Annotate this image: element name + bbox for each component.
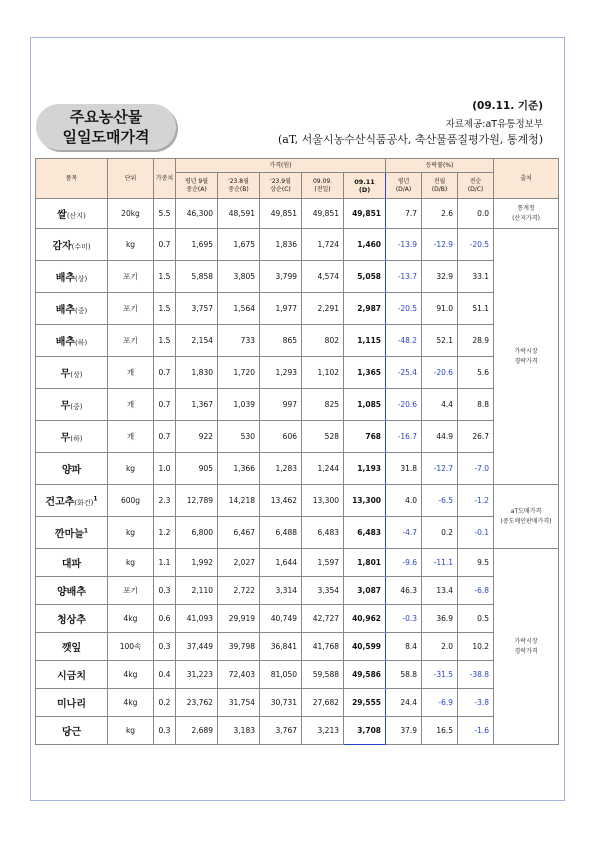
rate-cell: 7.7 (386, 199, 422, 229)
price-cell: 41,093 (176, 605, 218, 633)
weight-cell: 0.7 (154, 229, 176, 261)
header-price-today-l2: (D) (358, 185, 371, 194)
rate-cell: 2.0 (422, 633, 458, 661)
price-cell: 530 (218, 421, 260, 453)
header-price-avg-l1: 평년 9월 (184, 177, 209, 185)
table-row (36, 229, 559, 261)
rate-cell: 9.5 (458, 549, 494, 577)
price-cell: 2,110 (176, 577, 218, 605)
rate-cell: 0.2 (422, 517, 458, 549)
rate-cell: -16.7 (386, 421, 422, 453)
price-cell: 1,724 (302, 229, 344, 261)
price-cell: 49,851 (260, 199, 302, 229)
price-cell: 72,403 (218, 661, 260, 689)
rate-cell: 32.9 (422, 261, 458, 293)
current-price-cell: 5,058 (344, 261, 386, 293)
item-name-main: 시금치 (57, 671, 86, 682)
header-price-prev-day (302, 173, 344, 199)
item-footnote-mark: 1 (83, 527, 89, 535)
price-cell: 1,367 (176, 389, 218, 421)
rate-cell: -0.1 (458, 517, 494, 549)
table-row (36, 293, 559, 325)
current-price-cell: 6,483 (344, 517, 386, 549)
header-source: 출처 (494, 159, 559, 199)
weight-cell: 0.2 (154, 689, 176, 717)
price-cell: 5,858 (176, 261, 218, 293)
source-detail: 경락가격 (514, 647, 538, 655)
price-cell: 905 (176, 453, 218, 485)
price-cell: 3,757 (176, 293, 218, 325)
item-name (36, 357, 108, 389)
weight-cell: 1.5 (154, 325, 176, 357)
unit-cell: 4kg (108, 689, 154, 717)
weight-cell: 1.0 (154, 453, 176, 485)
weight-cell: 0.3 (154, 717, 176, 745)
rate-cell: -20.5 (386, 293, 422, 325)
price-cell: 6,483 (302, 517, 344, 549)
item-grade: (하) (75, 339, 88, 347)
rate-cell: 58.8 (386, 661, 422, 689)
rate-cell: -6.5 (422, 485, 458, 517)
price-cell: 1,102 (302, 357, 344, 389)
price-cell: 1,597 (302, 549, 344, 577)
item-name-main: 무 (60, 401, 71, 412)
price-cell: 23,762 (176, 689, 218, 717)
rate-cell: -13.7 (386, 261, 422, 293)
reference-date: (09.11. 기준) (472, 100, 543, 112)
rate-cell: 4.4 (422, 389, 458, 421)
item-name (36, 325, 108, 357)
current-price-cell: 49,851 (344, 199, 386, 229)
current-price-cell: 1,801 (344, 549, 386, 577)
price-cell: 42,727 (302, 605, 344, 633)
data-provider: 자료제공:aT유통정보부 (445, 119, 543, 130)
price-cell: 14,218 (218, 485, 260, 517)
table-row (36, 605, 559, 633)
price-cell: 1,644 (260, 549, 302, 577)
unit-cell: kg (108, 517, 154, 549)
price-cell: 40,749 (260, 605, 302, 633)
current-price-cell: 1,460 (344, 229, 386, 261)
rate-cell: 37.9 (386, 717, 422, 745)
item-grade: (상) (75, 275, 88, 283)
header-price-prev-period-l2: 상순(C) (270, 185, 291, 193)
title-line2: 일일도매가격 (62, 128, 150, 146)
rate-cell: -1.6 (458, 717, 494, 745)
price-cell: 997 (260, 389, 302, 421)
item-grade: (화건) (74, 499, 94, 507)
source-name: aT도매가격 (510, 507, 542, 515)
item-name (36, 689, 108, 717)
rate-cell: 0.0 (458, 199, 494, 229)
source-name: 통계청 (517, 204, 535, 212)
price-cell: 30,731 (260, 689, 302, 717)
price-cell: 3,767 (260, 717, 302, 745)
price-cell: 49,851 (302, 199, 344, 229)
rate-cell: 26.7 (458, 421, 494, 453)
price-cell: 2,689 (176, 717, 218, 745)
price-cell: 802 (302, 325, 344, 357)
header-price-prev-day-l2: (전일) (314, 185, 331, 193)
source-detail: (산지가격) (512, 214, 540, 222)
rate-cell: 31.8 (386, 453, 422, 485)
source-name: 가락시장 (514, 347, 538, 355)
rate-cell: -20.5 (458, 229, 494, 261)
price-cell: 922 (176, 421, 218, 453)
title-badge (36, 104, 176, 150)
rate-cell: -20.6 (422, 357, 458, 389)
rate-cell: 2.6 (422, 199, 458, 229)
current-price-cell: 1,085 (344, 389, 386, 421)
rate-cell: -6.9 (422, 689, 458, 717)
header-rate-avg-l1: 평년 (397, 177, 410, 185)
price-cell: 528 (302, 421, 344, 453)
price-cell: 6,488 (260, 517, 302, 549)
header-weight: 가중치 (154, 159, 176, 199)
weight-cell: 1.5 (154, 293, 176, 325)
current-price-cell: 13,300 (344, 485, 386, 517)
unit-cell: 개 (108, 421, 154, 453)
price-cell: 37,449 (176, 633, 218, 661)
unit-cell: 100속 (108, 633, 154, 661)
rate-cell: -31.5 (422, 661, 458, 689)
item-name-main: 쌀 (57, 210, 67, 221)
price-cell: 733 (218, 325, 260, 357)
item-name-main: 깐마늘 (54, 529, 84, 540)
price-cell: 2,027 (218, 549, 260, 577)
item-name (36, 421, 108, 453)
weight-cell: 0.7 (154, 389, 176, 421)
price-cell: 3,213 (302, 717, 344, 745)
unit-cell: 4kg (108, 661, 154, 689)
table-row (36, 549, 559, 577)
item-grade: (중) (70, 403, 83, 411)
price-cell: 3,354 (302, 577, 344, 605)
price-cell: 606 (260, 421, 302, 453)
current-price-cell: 40,962 (344, 605, 386, 633)
table-row (36, 633, 559, 661)
item-name (36, 633, 108, 661)
rate-cell: 13.4 (422, 577, 458, 605)
rate-cell: -9.6 (386, 549, 422, 577)
unit-cell: 포기 (108, 261, 154, 293)
unit-cell: kg (108, 229, 154, 261)
rate-cell: 28.9 (458, 325, 494, 357)
header-rate-month-l2: (D/B) (431, 185, 448, 193)
rate-cell: -3.8 (458, 689, 494, 717)
item-name (36, 577, 108, 605)
header-price-today-l1: 09.11 (354, 177, 375, 186)
item-grade: (수미) (71, 243, 91, 251)
price-cell: 3,314 (260, 577, 302, 605)
header-rate-month (422, 173, 458, 199)
rate-cell: -0.3 (386, 605, 422, 633)
item-footnote-mark: 1 (93, 495, 98, 503)
price-cell: 46,300 (176, 199, 218, 229)
current-price-cell: 1,365 (344, 357, 386, 389)
weight-cell: 2.3 (154, 485, 176, 517)
table-row (36, 717, 559, 745)
price-cell: 3,805 (218, 261, 260, 293)
source-name: 가락시장 (514, 637, 538, 645)
rate-cell: -4.7 (386, 517, 422, 549)
weight-cell: 0.4 (154, 661, 176, 689)
item-name-main: 대파 (61, 559, 82, 570)
price-cell: 27,682 (302, 689, 344, 717)
header-price-prev-month-l2: 중순(B) (228, 185, 249, 193)
unit-cell: 600g (108, 485, 154, 517)
price-cell: 2,722 (218, 577, 260, 605)
title-line1: 주요농산물 (69, 108, 143, 126)
rate-cell: 52.1 (422, 325, 458, 357)
source-detail: 경락가격 (514, 357, 538, 365)
rate-cell: -1.2 (458, 485, 494, 517)
current-price-cell: 29,555 (344, 689, 386, 717)
rate-cell: 44.9 (422, 421, 458, 453)
price-cell: 1,293 (260, 357, 302, 389)
table-row (36, 421, 559, 453)
unit-cell: 포기 (108, 577, 154, 605)
rate-cell: -11.1 (422, 549, 458, 577)
rate-cell: -7.0 (458, 453, 494, 485)
price-cell: 1,039 (218, 389, 260, 421)
table-row (36, 199, 559, 229)
item-grade: (중) (75, 307, 88, 315)
price-cell: 31,223 (176, 661, 218, 689)
header-rate-group: 등락률(%) (386, 159, 494, 173)
price-cell: 1,366 (218, 453, 260, 485)
item-name-main: 당근 (61, 727, 82, 738)
rate-cell: 46.3 (386, 577, 422, 605)
price-cell: 1,977 (260, 293, 302, 325)
item-name (36, 485, 108, 517)
unit-cell: kg (108, 549, 154, 577)
price-table (35, 158, 559, 745)
source-cell (494, 229, 559, 485)
table-row (36, 357, 559, 389)
price-cell: 13,462 (260, 485, 302, 517)
rate-cell: -38.8 (458, 661, 494, 689)
current-price-cell: 3,708 (344, 717, 386, 745)
header-price-prev-period (260, 173, 302, 199)
price-cell: 1,830 (176, 357, 218, 389)
item-name-main: 양파 (61, 465, 82, 476)
item-name (36, 605, 108, 633)
item-name-main: 건고추 (45, 497, 75, 508)
price-cell: 6,467 (218, 517, 260, 549)
price-cell: 48,591 (218, 199, 260, 229)
rate-cell: -12.7 (422, 453, 458, 485)
item-name (36, 717, 108, 745)
rate-cell: 5.6 (458, 357, 494, 389)
unit-cell: 4kg (108, 605, 154, 633)
price-cell: 6,800 (176, 517, 218, 549)
weight-cell: 0.7 (154, 421, 176, 453)
item-name-main: 배추 (55, 305, 76, 316)
header-rate-period-l1: 전순 (469, 177, 482, 185)
current-price-cell: 768 (344, 421, 386, 453)
item-name (36, 199, 108, 229)
rate-cell: 8.4 (386, 633, 422, 661)
price-cell: 12,789 (176, 485, 218, 517)
header-rate-avg-l2: (D/A) (395, 185, 412, 193)
header-price-today (344, 173, 386, 199)
rate-cell: 33.1 (458, 261, 494, 293)
table-row (36, 661, 559, 689)
weight-cell: 1.1 (154, 549, 176, 577)
price-cell: 2,154 (176, 325, 218, 357)
source-cell (494, 549, 559, 745)
header-unit: 단위 (108, 159, 154, 199)
table-row (36, 517, 559, 549)
item-name-main: 감자 (52, 241, 72, 252)
rate-cell: 8.8 (458, 389, 494, 421)
item-name (36, 453, 108, 485)
rate-cell: 91.0 (422, 293, 458, 325)
item-grade: (상) (70, 371, 83, 379)
rate-cell: 0.5 (458, 605, 494, 633)
price-cell: 31,754 (218, 689, 260, 717)
price-cell: 825 (302, 389, 344, 421)
price-cell: 36,841 (260, 633, 302, 661)
item-name (36, 517, 108, 549)
price-cell: 59,588 (302, 661, 344, 689)
item-name-main: 양배추 (57, 587, 86, 598)
table-row (36, 261, 559, 293)
rate-cell: 4.0 (386, 485, 422, 517)
price-cell: 81,050 (260, 661, 302, 689)
item-name-main: 배추 (55, 273, 76, 284)
item-name (36, 389, 108, 421)
weight-cell: 5.5 (154, 199, 176, 229)
header-price-prev-month (218, 173, 260, 199)
rate-cell: 10.2 (458, 633, 494, 661)
price-cell: 4,574 (302, 261, 344, 293)
current-price-cell: 2,987 (344, 293, 386, 325)
rate-cell: 24.4 (386, 689, 422, 717)
item-name-main: 배추 (55, 337, 76, 348)
header-price-group: 가격(원) (176, 159, 386, 173)
weight-cell: 1.5 (154, 261, 176, 293)
header-price-prev-period-l1: '23.9월 (270, 177, 291, 185)
item-name (36, 661, 108, 689)
source-cell (494, 485, 559, 549)
price-table-body (36, 199, 559, 745)
rate-cell: 16.5 (422, 717, 458, 745)
item-grade: (산지) (66, 212, 86, 220)
current-price-cell: 40,599 (344, 633, 386, 661)
unit-cell: 포기 (108, 293, 154, 325)
header-price-avg-l2: 중순(A) (186, 185, 207, 193)
rate-cell: -12.9 (422, 229, 458, 261)
price-cell: 13,300 (302, 485, 344, 517)
item-grade: (하) (70, 435, 83, 443)
item-name-main: 무 (60, 369, 71, 380)
price-cell: 1,720 (218, 357, 260, 389)
table-row (36, 485, 559, 517)
header-price-prev-day-l1: 09.09. (312, 177, 333, 185)
rate-cell: -48.2 (386, 325, 422, 357)
weight-cell: 0.3 (154, 577, 176, 605)
price-cell: 29,919 (218, 605, 260, 633)
source-detail: (중도매인판매가격) (500, 517, 552, 525)
current-price-cell: 49,586 (344, 661, 386, 689)
table-row (36, 389, 559, 421)
current-price-cell: 3,087 (344, 577, 386, 605)
price-cell: 3,799 (260, 261, 302, 293)
price-cell: 1,695 (176, 229, 218, 261)
header-rate-month-l1: 전월 (433, 177, 446, 185)
price-cell: 865 (260, 325, 302, 357)
weight-cell: 0.7 (154, 357, 176, 389)
header-price-prev-month-l1: '23.8월 (228, 177, 249, 185)
price-cell: 41,768 (302, 633, 344, 661)
item-name-main: 청상추 (57, 615, 86, 626)
price-cell: 1,564 (218, 293, 260, 325)
rate-cell: -25.4 (386, 357, 422, 389)
weight-cell: 1.2 (154, 517, 176, 549)
unit-cell: 포기 (108, 325, 154, 357)
item-name-main: 깻잎 (61, 643, 82, 654)
unit-cell: 개 (108, 389, 154, 421)
rate-cell: -20.6 (386, 389, 422, 421)
rate-cell: 36.9 (422, 605, 458, 633)
weight-cell: 0.3 (154, 633, 176, 661)
price-cell: 1,283 (260, 453, 302, 485)
current-price-cell: 1,115 (344, 325, 386, 357)
table-row (36, 577, 559, 605)
unit-cell: 20kg (108, 199, 154, 229)
price-cell: 1,836 (260, 229, 302, 261)
unit-cell: kg (108, 717, 154, 745)
unit-cell: kg (108, 453, 154, 485)
table-row (36, 325, 559, 357)
item-name (36, 229, 108, 261)
current-price-cell: 1,193 (344, 453, 386, 485)
price-cell: 1,675 (218, 229, 260, 261)
item-name-main: 미나리 (57, 699, 86, 710)
item-name (36, 293, 108, 325)
header-rate-period (458, 173, 494, 199)
header-item: 품목 (36, 159, 108, 199)
item-name (36, 261, 108, 293)
item-name-main: 무 (60, 433, 71, 444)
table-row (36, 453, 559, 485)
price-cell: 1,244 (302, 453, 344, 485)
header-rate-period-l2: (D/C) (467, 185, 484, 193)
source-cell (494, 199, 559, 229)
rate-cell: -6.8 (458, 577, 494, 605)
data-sources: (aT, 서울시농수산식품공사, 축산물품질평가원, 통계청) (278, 133, 543, 146)
unit-cell: 개 (108, 357, 154, 389)
rate-cell: 51.1 (458, 293, 494, 325)
price-cell: 2,291 (302, 293, 344, 325)
rate-cell: -13.9 (386, 229, 422, 261)
item-name (36, 549, 108, 577)
price-cell: 39,798 (218, 633, 260, 661)
price-cell: 3,183 (218, 717, 260, 745)
header-price-avg (176, 173, 218, 199)
table-row (36, 689, 559, 717)
price-cell: 1,992 (176, 549, 218, 577)
weight-cell: 0.6 (154, 605, 176, 633)
header-rate-avg (386, 173, 422, 199)
